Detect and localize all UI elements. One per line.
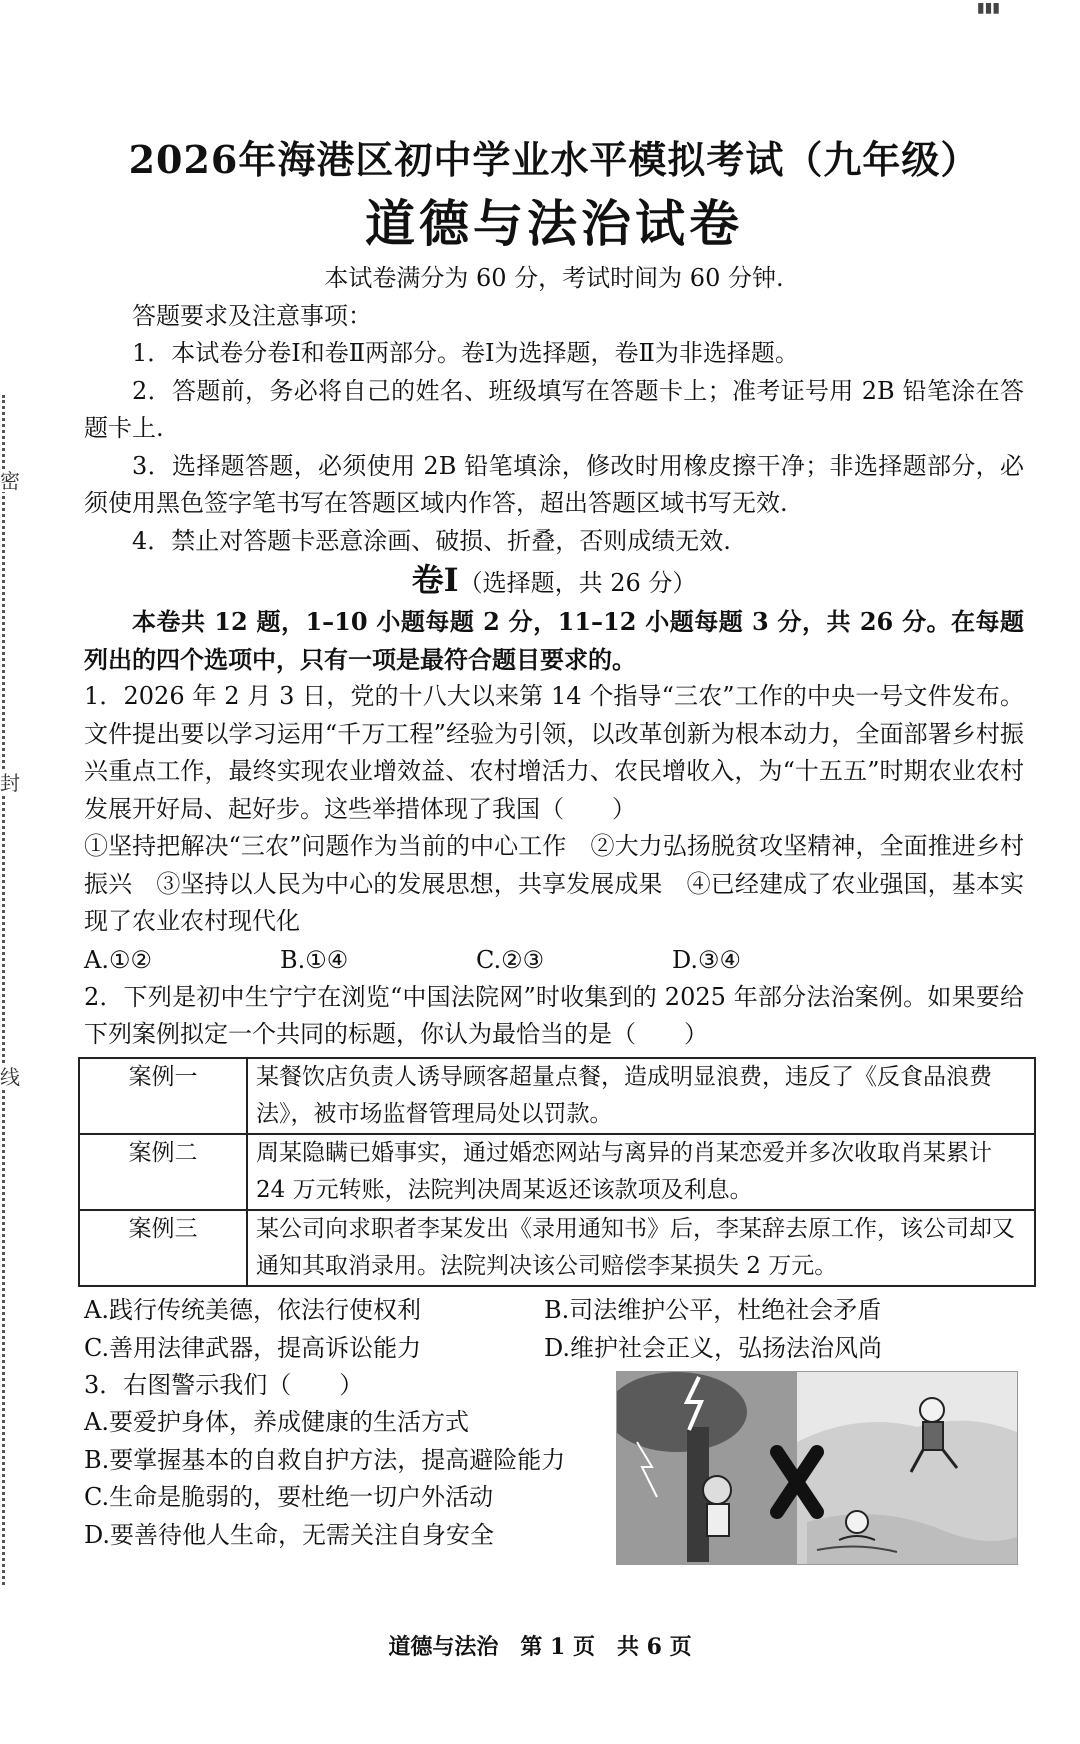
question-stem: 2．下列是初中生宁宁在浏览“中国法院网”时收集到的 2025 年部分法治案例。如果要给下列案例拟定一个共同的标题，你认为最恰当的是（ ） <box>84 982 1024 1048</box>
option-a: A.要爱护身体，养成健康的生活方式 <box>84 1408 469 1436</box>
option-b: B.要掌握基本的自救自护方法，提高避险能力 <box>84 1445 566 1474</box>
note-item: 1．本试卷分卷Ⅰ和卷Ⅱ两部分。卷Ⅰ为选择题，卷Ⅱ为非选择题。 <box>132 339 799 367</box>
safety-warning-illustration <box>616 1371 1018 1565</box>
note-item: 2．答题前，务必将自己的姓名、班级填写在答题卡上；准考证号用 2B 铅笔涂在答题卡上. <box>84 376 1024 442</box>
option-b: B.①④ <box>280 945 349 974</box>
answer-options <box>84 941 1024 979</box>
section-heading <box>84 560 1024 603</box>
case-text: 周某隐瞒已婚事实，通过婚恋网站与离异的肖某恋爱并多次收取肖某累计 24 万元转账，法院判决周某返还该款项及利息。 <box>247 1134 1035 1210</box>
notes-heading: 答题要求及注意事项： <box>132 301 372 330</box>
section-subtitle: （选择题，共 26 分） <box>458 569 697 597</box>
answer-options <box>84 1291 1024 1367</box>
case-label: 案例三 <box>79 1210 247 1286</box>
question-stem: 3．右图警示我们（ ） <box>84 1370 364 1399</box>
exam-content <box>84 132 1024 1554</box>
option-d: D.③④ <box>672 945 742 974</box>
case-label: 案例一 <box>79 1058 247 1134</box>
question-statements: ①坚持把解决“三农”问题作为当前的中心工作 ②大力弘扬脱贫攻坚精神，全面推进乡村振兴 ③坚持以人民为中心的发展思想，共享发展成果 ④已经建成了农业强国，基本实现了农业农村现代化 <box>84 832 1024 935</box>
option-b: B.司法维护公平，杜绝社会矛盾 <box>544 1295 882 1324</box>
question-3 <box>84 1367 1024 1555</box>
cartoon-image <box>617 1372 1017 1564</box>
option-d: D.维护社会正义，弘扬法治风尚 <box>544 1333 883 1362</box>
option-c: C.善用法律武器，提高诉讼能力 <box>84 1333 422 1362</box>
binding-mark-line: 线 <box>0 1065 20 1089</box>
exam-info: 本试卷满分为 60 分，考试时间为 60 分钟. <box>324 264 784 292</box>
exam-subject: 道德与法治试卷 <box>365 194 743 253</box>
section-instruction: 本卷共 12 题，1–10 小题每题 2 分，11–12 小题每题 3 分，共 26 分。在每题列出的四个选项中，只有一项是最符合题目要求的。 <box>84 607 1024 674</box>
binding-mark-fold: 封 <box>0 771 20 795</box>
option-c: C.②③ <box>476 945 545 974</box>
option-a: A.践行传统美德，依法行使权利 <box>84 1295 421 1324</box>
case-table <box>78 1057 1036 1287</box>
case-text: 某公司向求职者李某发出《录用通知书》后，李某辞去原工作，该公司却又通知其取消录用。法院判决该公司赔偿李某损失 2 万元。 <box>247 1210 1035 1286</box>
note-item: 3．选择题答题，必须使用 2B 铅笔填涂，修改时用橡皮擦干净；非选择题部分，必须使用黑色签字笔书写在答题区域内作答，超出答题区域书写无效. <box>84 451 1024 517</box>
case-text: 某餐饮店负责人诱导顾客超量点餐，造成明显浪费，违反了《反食品浪费法》，被市场监督管理局处以罚款。 <box>247 1058 1035 1134</box>
note-item: 4．禁止对答题卡恶意涂画、破损、折叠，否则成绩无效. <box>132 526 731 555</box>
binding-mark-seal: 密 <box>0 469 20 493</box>
case-label: 案例二 <box>79 1134 247 1210</box>
table-row <box>79 1210 1035 1286</box>
binding-line <box>2 395 5 1585</box>
option-c: C.生命是脆弱的，要杜绝一切户外活动 <box>84 1483 494 1511</box>
option-d: D.要善待他人生命，无需关注自身安全 <box>84 1520 495 1549</box>
question-2 <box>84 979 1024 1367</box>
question-stem: 1．2026 年 2 月 3 日，党的十八大以来第 14 个指导“三农”工作的中央一号文件发布。文件提出要以学习运用“千万工程”经验为引领，以改革创新为根本动力，全面部署乡村振兴重点工作，最终实现农业增效益、农村增活力、农民增收入，为“十五五”时期农业农村发展开好局、起好步。这些举措体现了我国（ ） <box>84 682 1024 823</box>
section-title: 卷Ⅰ <box>411 561 459 599</box>
question-1 <box>84 678 1024 979</box>
page-footer: 道德与法治 第 1 页 共 6 页 <box>388 1634 692 1660</box>
exam-title: 2026年海港区初中学业水平模拟考试（九年级） <box>128 137 980 182</box>
option-a: A.①② <box>84 945 152 974</box>
notes-section <box>84 298 1024 561</box>
table-row <box>79 1134 1035 1210</box>
corner-mark: ▮▮▮ <box>976 0 1000 16</box>
table-row <box>79 1058 1035 1134</box>
